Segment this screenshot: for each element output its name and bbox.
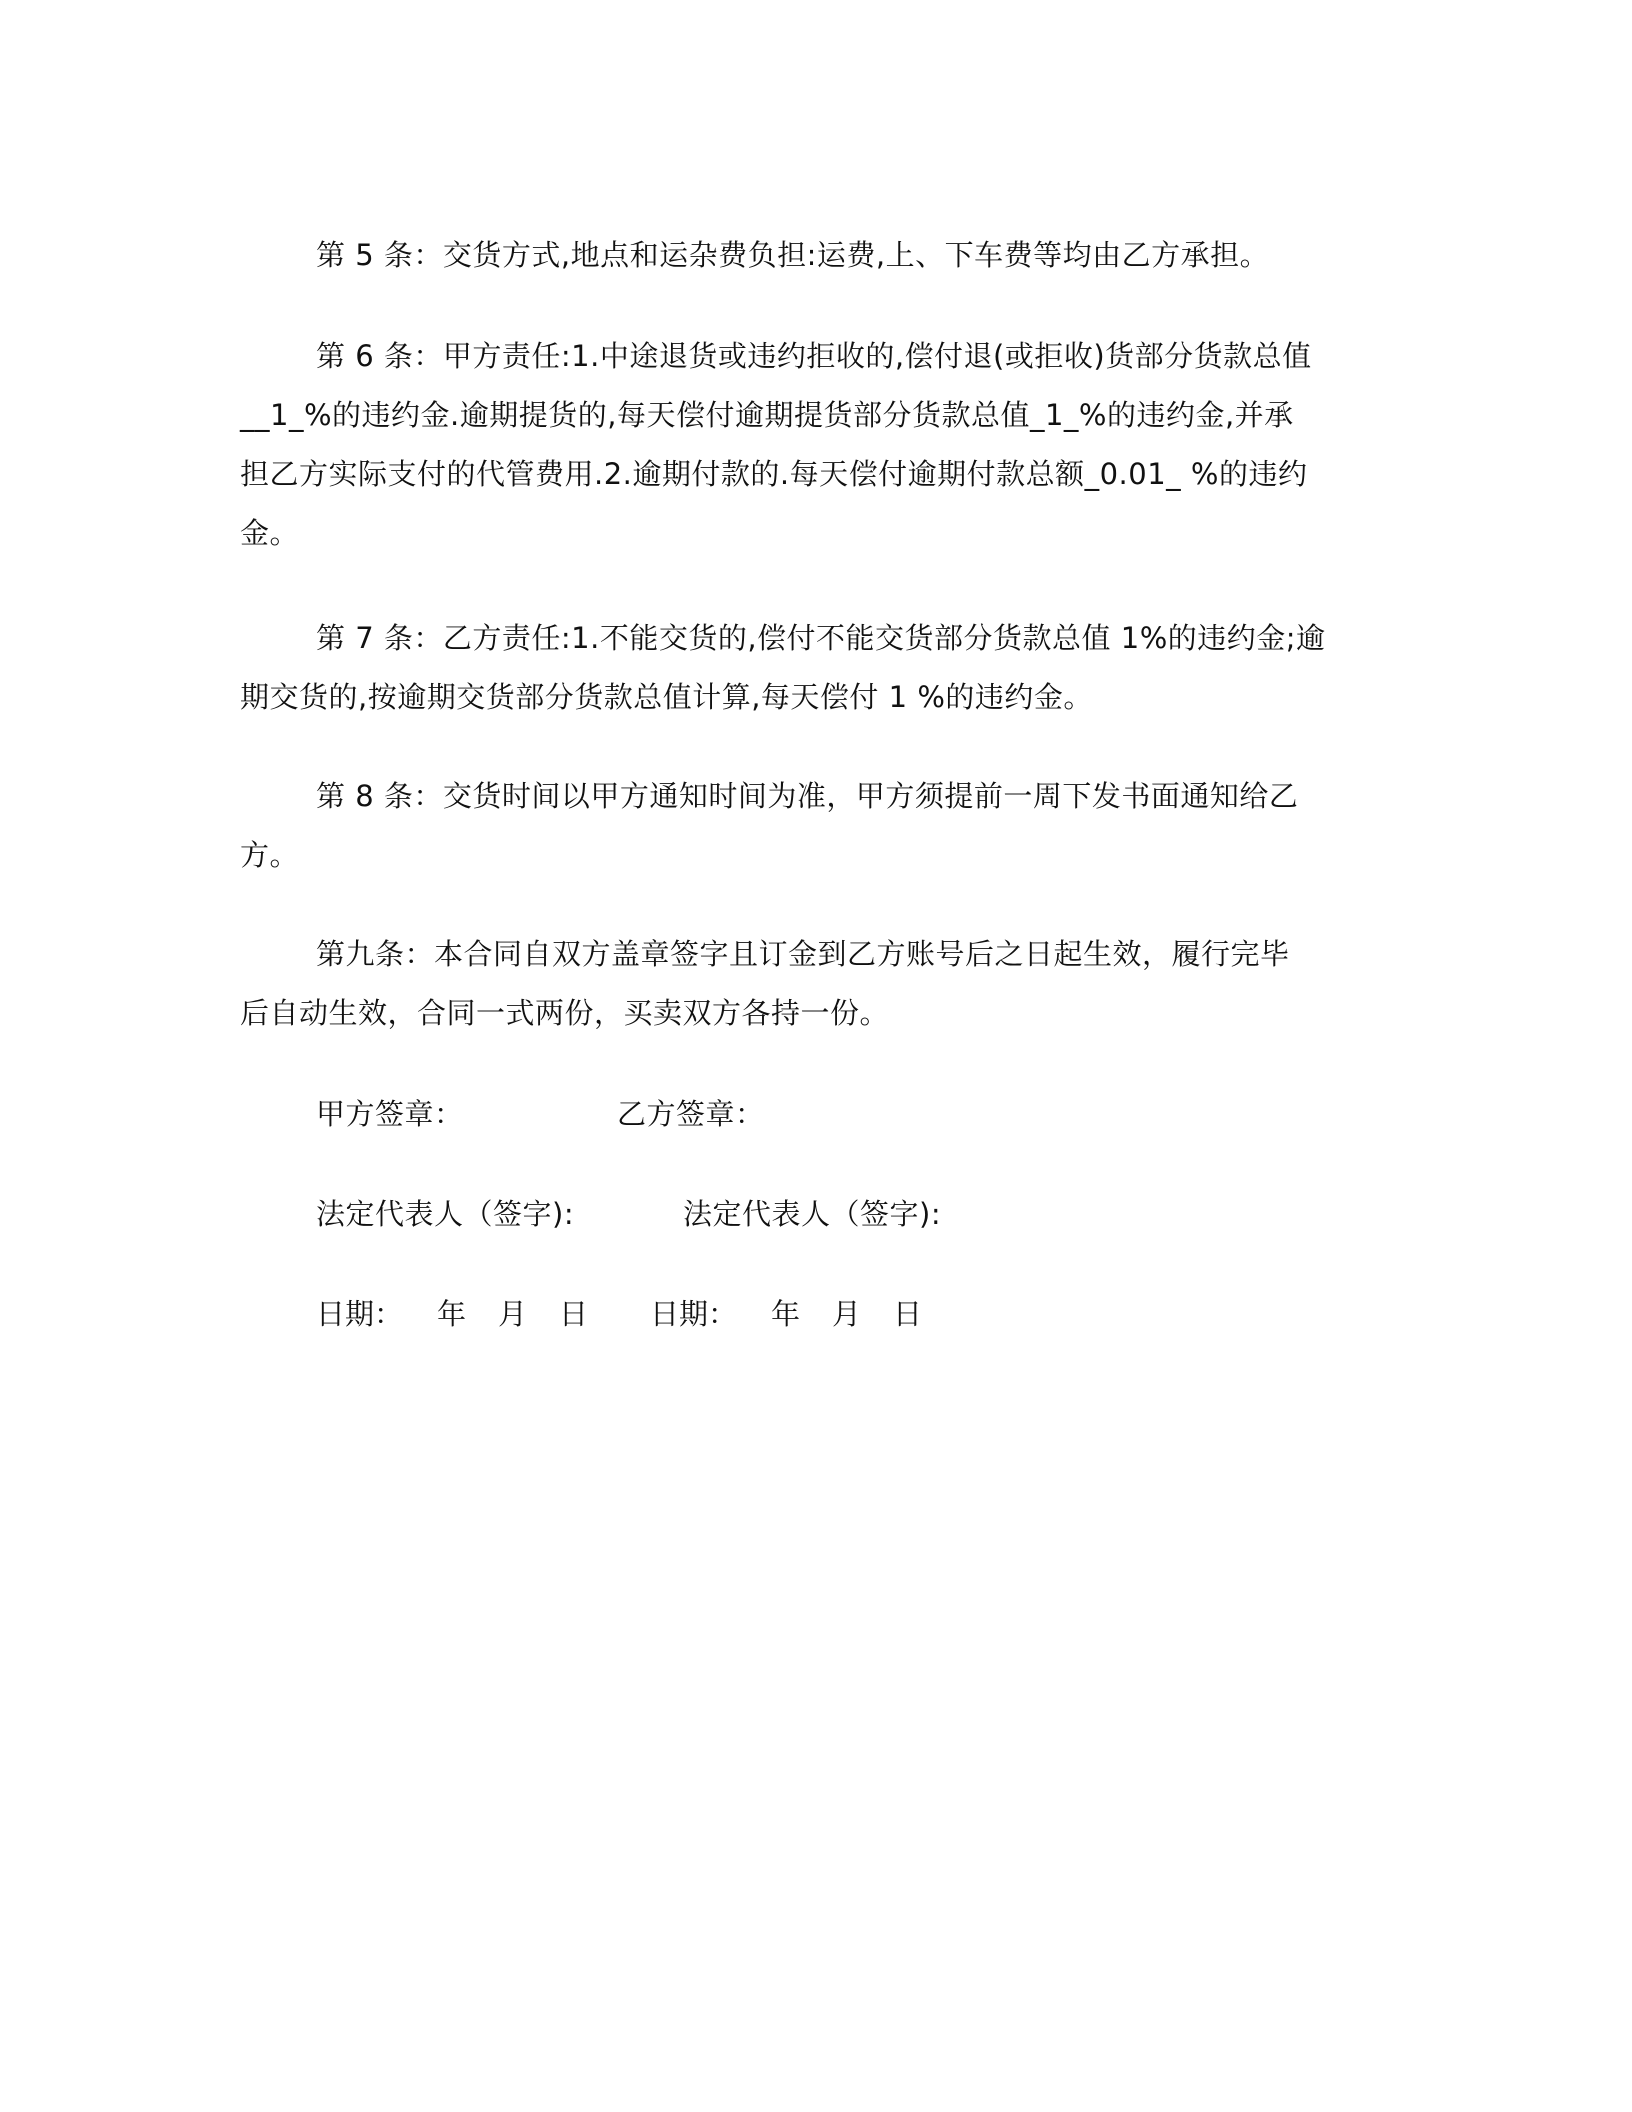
article-6-line-1: 第 6 条：甲方责任:1.中途退货或违约拒收的,偿付退(或拒收)货部分货款总值 [316, 339, 1312, 373]
party-a-seal-label: 甲方签章： [316, 1097, 464, 1131]
party-b-representative-label: 法定代表人（签字): [683, 1197, 942, 1231]
article-9-line-1: 第九条：本合同自双方盖章签字且订金到乙方账号后之日起生效，履行完毕 [316, 937, 1290, 971]
party-a-month-label: 月 [498, 1297, 528, 1331]
article-7 [240, 609, 1380, 727]
article-7-line-2: 期交货的,按逾期交货部分货款总值计算,每天偿付 1 %的违约金。 [240, 680, 1093, 714]
party-a-year-label: 年 [437, 1297, 467, 1331]
party-b-seal-label: 乙方签章： [617, 1097, 765, 1131]
party-b-year-label: 年 [771, 1297, 801, 1331]
party-b-date-label: 日期： [650, 1297, 738, 1331]
article-6 [240, 327, 1380, 563]
party-b-month-label: 月 [832, 1297, 862, 1331]
article-8 [240, 767, 1380, 885]
party-a-day-label: 日 [559, 1297, 589, 1331]
article-6-line-4: 金。 [240, 516, 300, 550]
article-5-line-1: 第 5 条：交货方式,地点和运杂费负担:运费,上、下车费等均由乙方承担。 [316, 238, 1270, 272]
article-7-line-1: 第 7 条：乙方责任:1.不能交货的,偿付不能交货部分货款总值 1%的违约金;逾 [316, 621, 1326, 655]
article-9-line-2: 后自动生效，合同一式两份，买卖双方各持一份。 [240, 996, 890, 1030]
article-8-line-1: 第 8 条：交货时间以甲方通知时间为准，甲方须提前一周下发书面通知给乙 [316, 779, 1299, 813]
party-b-day-label: 日 [893, 1297, 923, 1331]
party-a-date-label: 日期： [316, 1297, 404, 1331]
article-5 [240, 226, 1380, 285]
party-a-representative-label: 法定代表人（签字): [316, 1197, 575, 1231]
article-9 [240, 925, 1380, 1043]
article-6-line-3: 担乙方实际支付的代管费用.2.逾期付款的.每天偿付逾期付款总额_0.01_ %的违约 [240, 457, 1308, 491]
article-6-line-2: __1_%的违约金.逾期提货的,每天偿付逾期提货部分货款总值_1_%的违约金,并承 [240, 398, 1294, 432]
article-8-line-2: 方。 [240, 838, 300, 872]
